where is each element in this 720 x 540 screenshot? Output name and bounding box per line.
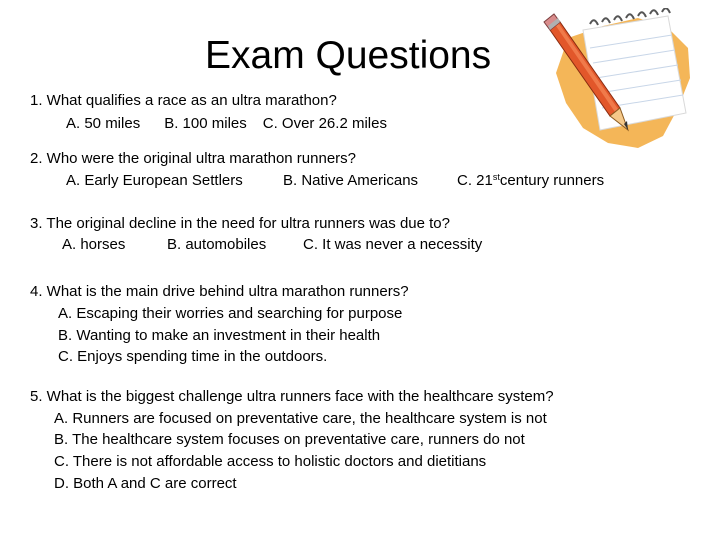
option: C. Over 26.2 miles <box>262 115 387 132</box>
option: B. automobiles <box>167 236 267 253</box>
option: A. 50 miles <box>66 115 141 132</box>
option: B. Native Americans <box>283 172 419 189</box>
option: A. Runners are focused on preventative care, the healthcare system is not <box>54 410 547 427</box>
option: B. 100 miles <box>164 115 247 132</box>
question-2: 2. Who were the original ultra marathon runners? <box>30 150 357 167</box>
option: C. It was never a necessity <box>303 236 483 253</box>
option: A. Early European Settlers <box>66 172 243 189</box>
option: C. There is not affordable access to holistic doctors and dietitians <box>54 453 487 470</box>
question-1: 1. What qualifies a race as an ultra marathon? <box>30 92 337 109</box>
question-5: 5. What is the biggest challenge ultra runners face with the healthcare system? <box>30 388 554 405</box>
option: C. 21stcentury runners <box>457 172 605 189</box>
question-2-options <box>66 170 666 191</box>
question-3: 3. The original decline in the need for ultra runners was due to? <box>30 215 450 232</box>
question-1-options <box>66 113 387 134</box>
question-4: 4. What is the main drive behind ultra marathon runners? <box>30 283 409 300</box>
option: A. horses <box>62 236 126 253</box>
question-3-options <box>62 234 512 255</box>
page-title: Exam Questions <box>205 34 492 77</box>
clipart-paper <box>583 16 686 130</box>
option: A. Escaping their worries and searching for purpose <box>58 305 403 322</box>
option: D. Both A and C are correct <box>54 475 237 492</box>
option: B. The healthcare system focuses on preventative care, runners do not <box>54 431 525 448</box>
option: B. Wanting to make an investment in their health <box>58 327 381 344</box>
notepad-pencil-icon <box>528 8 698 158</box>
option: C. Enjoys spending time in the outdoors. <box>58 348 328 365</box>
